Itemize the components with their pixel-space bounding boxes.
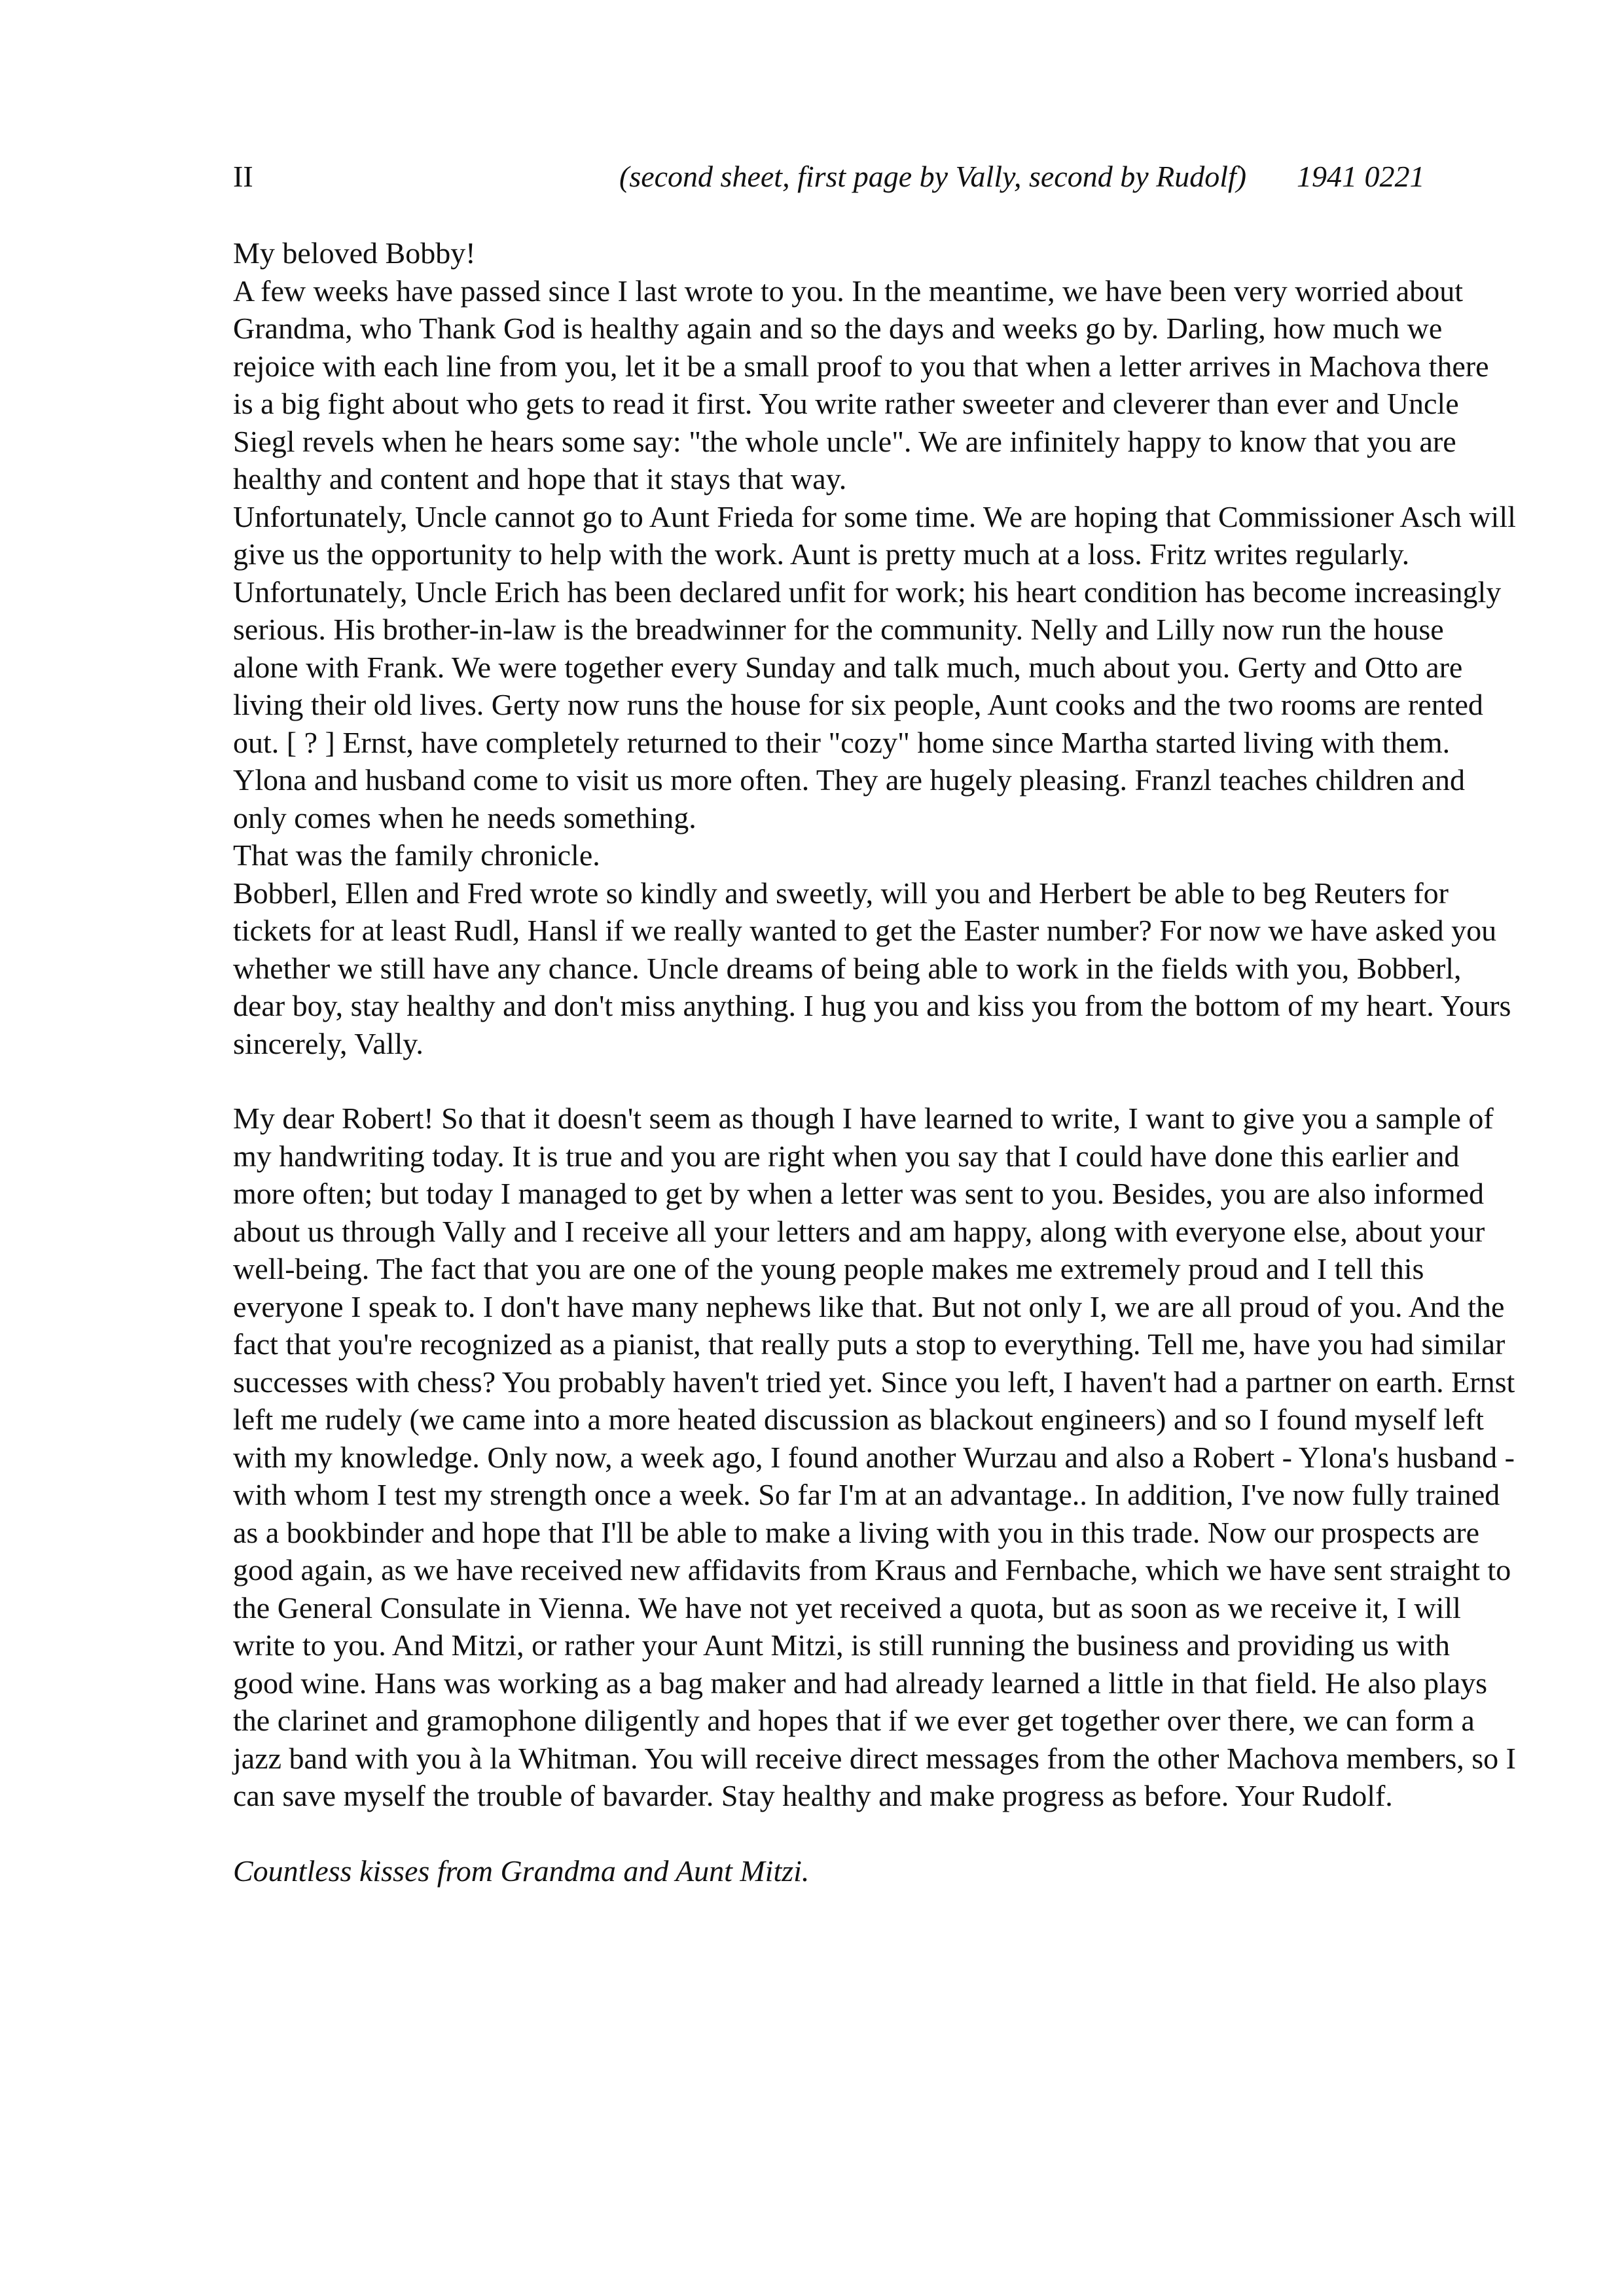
postscript: Countless kisses from Grandma and Aunt Mitzi. (233, 1854, 810, 1888)
salutation: My beloved Bobby! (233, 236, 476, 270)
page-header (233, 156, 1493, 198)
paragraph-gap (233, 1062, 1516, 1100)
vally-paragraph-1: A few weeks have passed since I last wrote to you. In the meantime, we have been very worried about Grandma, who Thank God is healthy again and so the days and weeks go by. Darling, how much we rejoice with each line from you, let it be a small proof to you that when a letter arrives in Machova there is a big fight about who gets to read it first. You write rather sweeter and cleverer than ever and Uncle Siegl revels when he hears some say: "the whole uncle". We are infinitely happy to know that you are healthy and content and hope that it stays that way. (233, 274, 1489, 495)
rudolf-paragraph: My dear Robert! So that it doesn't seem as though I have learned to write, I want to give you a sample of my handwriting today. It is true and you are right when you say that I could have done this earlier and more often; but today I managed to get by when a letter was sent to you. Besides, you are also informed about us through Vally and I receive all your letters and am happy, along with everyone else, about your well-being. The fact that you are one of the young people makes me extremely proud and I tell this everyone I speak to. I don't have many nephews like that. But not only I, we are all proud of you. And the fact that you're recognized as a pianist, that really puts a stop to everything. Tell me, have you had similar successes with chess? You probably haven't tried yet. Since you left, I haven't had a partner on earth. Ernst left me rudely (we came into a more heated discussion as blackout engineers) and so I found myself left with my knowledge. Only now, a week ago, I found another Wurzau and also a Robert - Ylona's husband - with whom I test my strength once a week. So far I'm at an advantage.. In addition, I've now fully trained as a bookbinder and hope that I'll be able to make a living with you in this trade. Now our prospects are good again, as we have received new affidavits from Kraus and Fernbache, which we have sent straight to the General Consulate in Vienna. We have not yet received a quota, but as soon as we receive it, I will write to you. And Mitzi, or rather your Aunt Mitzi, is still running the business and providing us with good wine. Hans was working as a bag maker and had already learned a little in that field. He also plays the clarinet and gramophone diligently and hopes that if we ever get together over there, we can form a jazz band with you à la Whitman. You will receive direct messages from the other Machova members, so I can save myself the trouble of bavarder. Stay healthy and make progress as before. Your Rudolf. (233, 1102, 1516, 1812)
sheet-note: (second sheet, first page by Vally, second by Rudolf) (619, 160, 1247, 193)
date-code: 1941 0221 (1297, 160, 1425, 193)
vally-paragraph-3: That was the family chronicle. (233, 838, 600, 872)
paragraph-gap (233, 1815, 1516, 1852)
vally-paragraph-4: Bobberl, Ellen and Fred wrote so kindly and sweetly, will you and Herbert be able to beg Reuters for tickets for at least Rudl, Hansl if we really wanted to get the Easter number? For now we have asked you whether we still have any chance. Uncle dreams of being able to work in the fields with you, Bobberl, dear boy, stay healthy and don't miss anything. I hug you and kiss you from the bottom of my heart. Yours sincerely, Vally. (233, 876, 1511, 1060)
letter-body (233, 234, 1516, 1890)
vally-paragraph-2: Unfortunately, Uncle cannot go to Aunt Frieda for some time. We are hoping that Commissioner Asch will give us the opportunity to help with the work. Aunt is pretty much at a loss. Fritz writes regularly. Unfortunately, Uncle Erich has been declared unfit for work; his heart condition has become increasingly serious. His brother-in-law is the breadwinner for the community. Nelly and Lilly now run the house alone with Frank. We were together every Sunday and talk much, much about you. Gerty and Otto are living their old lives. Gerty now runs the house for six people, Aunt cooks and the two rooms are rented out. [ ? ] Ernst, have completely returned to their "cozy" home since Martha started living with them. Ylona and husband come to visit us more often. They are hugely pleasing. Franzl teaches children and only comes when he needs something. (233, 499, 1516, 834)
sheet-number: II (233, 160, 253, 193)
